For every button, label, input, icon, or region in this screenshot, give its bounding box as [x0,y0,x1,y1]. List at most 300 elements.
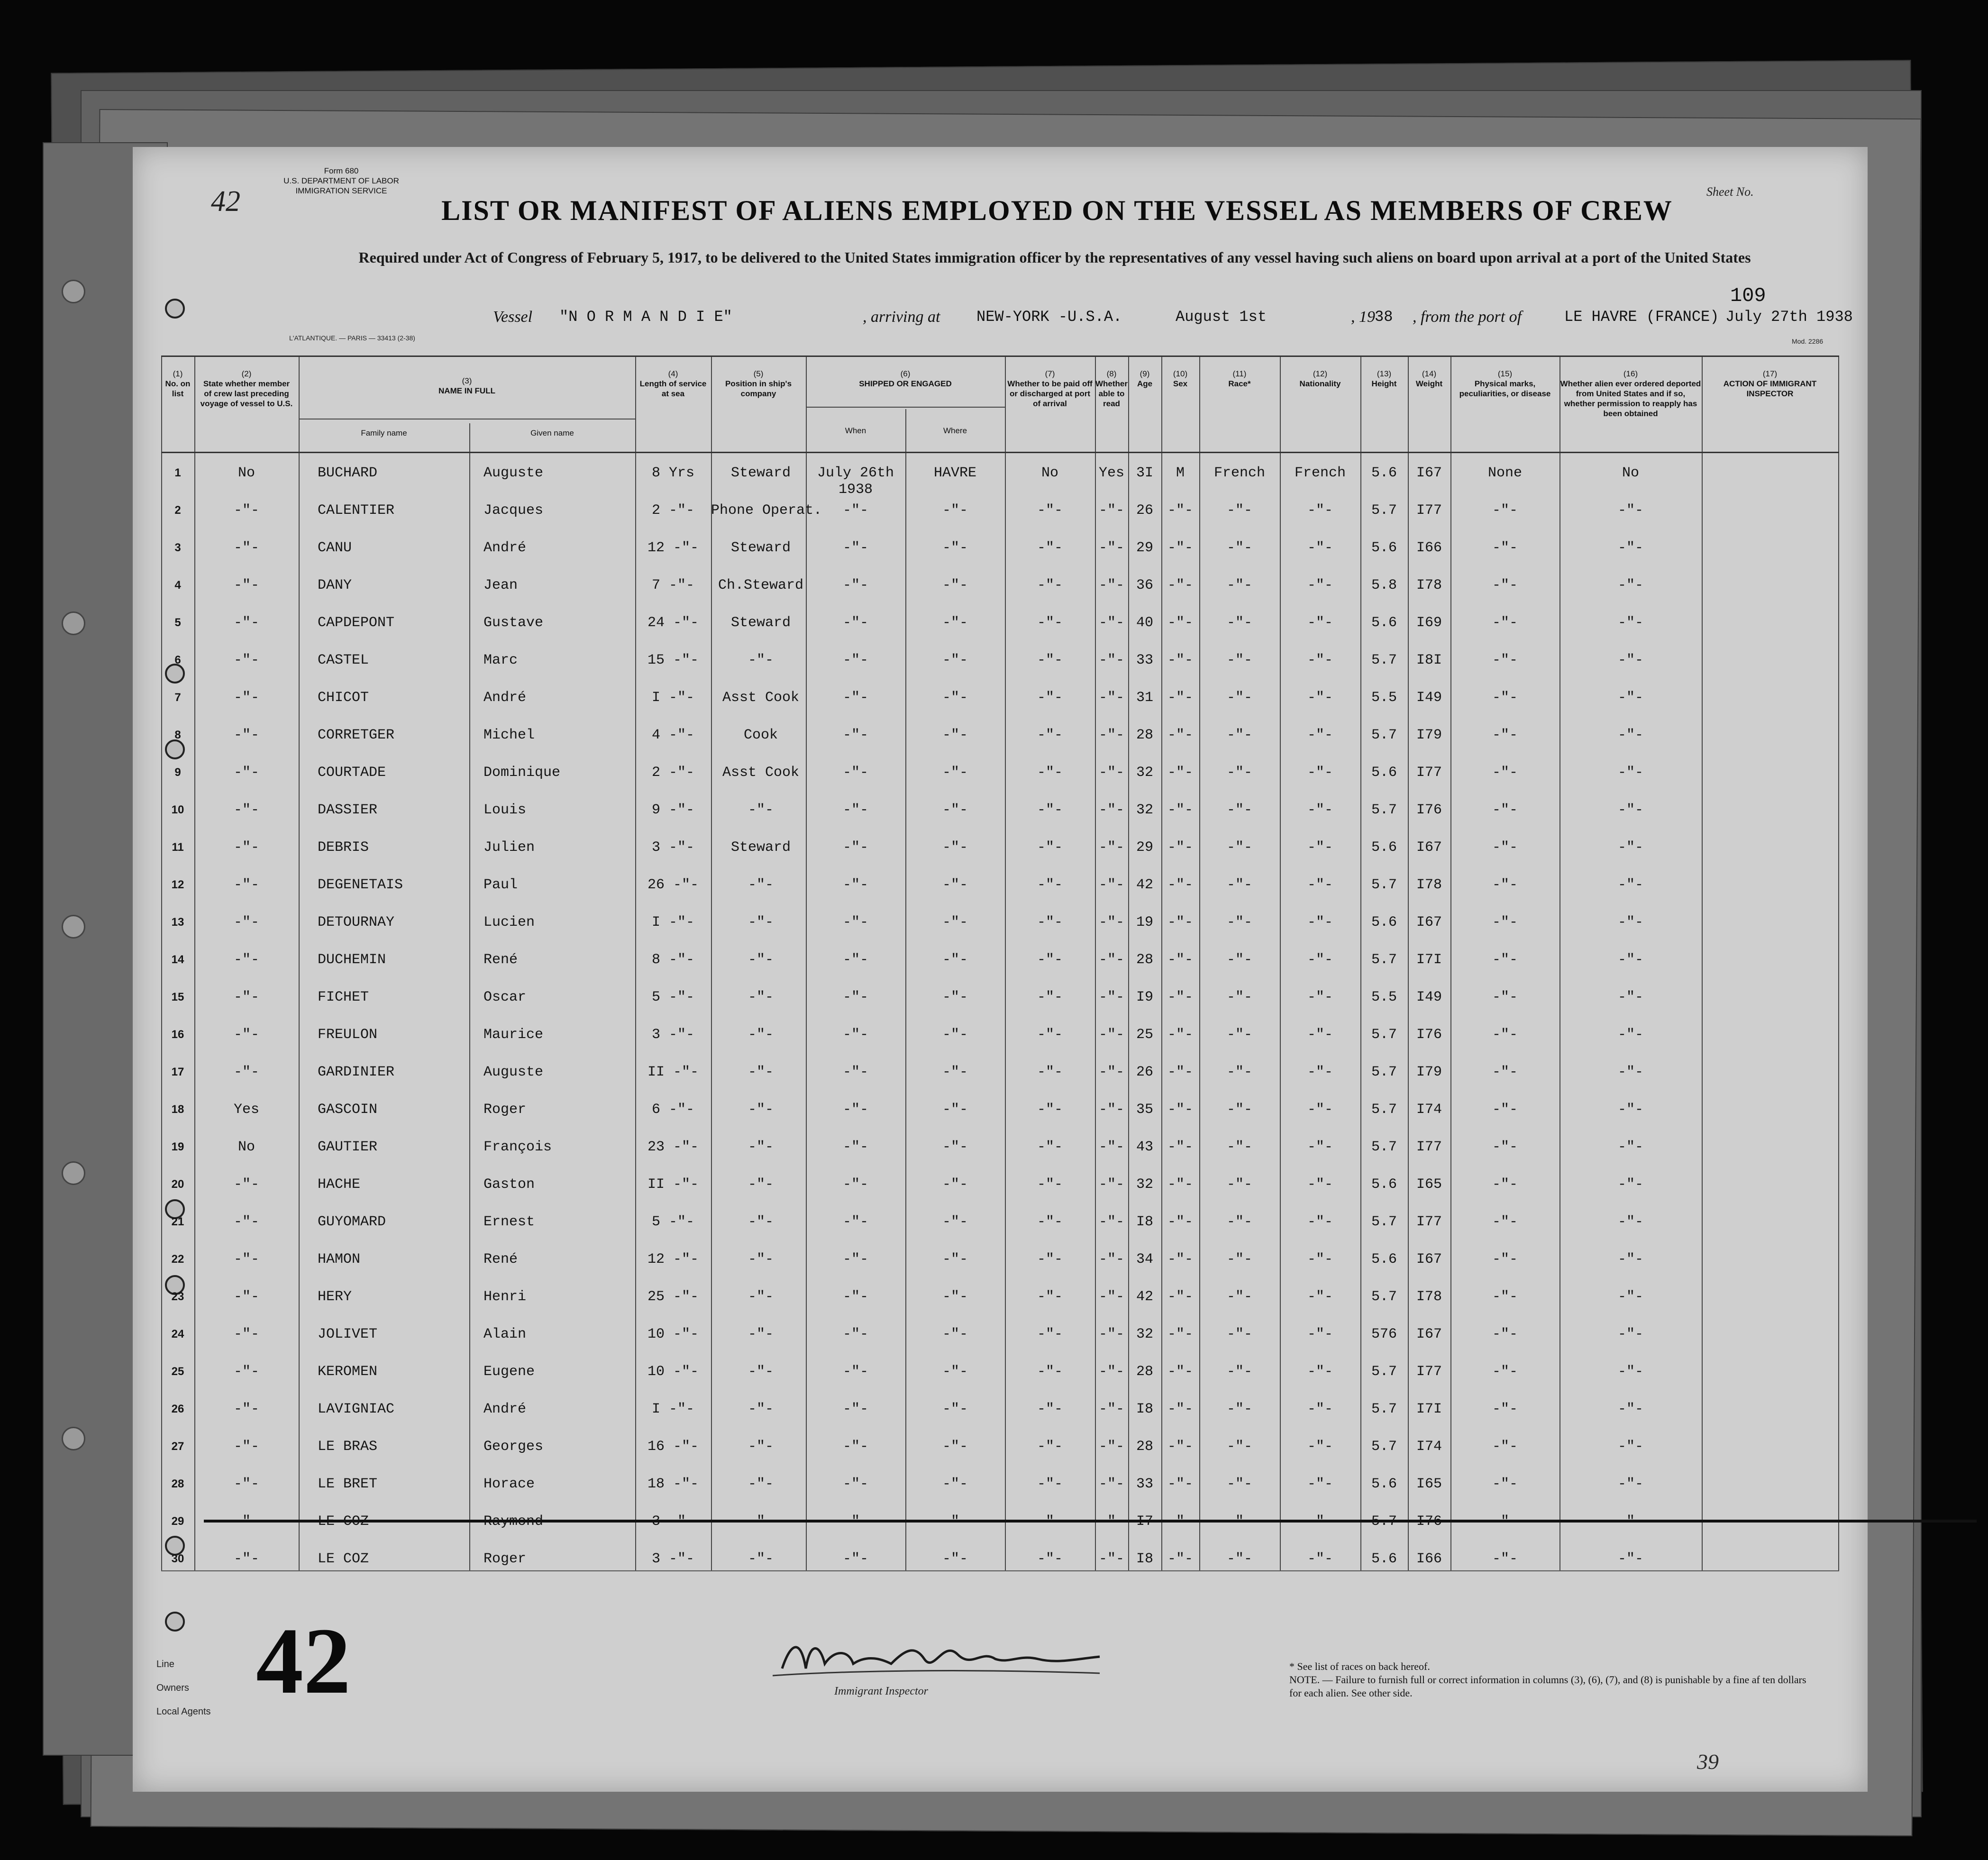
cell-family: DETOURNAY [318,914,395,930]
cell-where: -"- [942,914,968,930]
table-row [161,1175,1839,1212]
header-shipped-or-engaged: (6) SHIPPED OR ENGAGED [859,369,952,388]
cell-service: 3 -"- [651,1027,694,1043]
cell-height: 5.6 [1371,1176,1397,1193]
cell-no: 8 [174,729,181,741]
cell-race: -"- [1226,877,1252,893]
cell-no: 26 [171,1403,184,1415]
cell-paid: -"- [1037,727,1063,743]
cell-weight: I78 [1416,577,1442,593]
cell-where: -"- [942,989,968,1005]
cell-paid: -"- [1037,1139,1063,1155]
table-row [161,1100,1839,1137]
cell-family: CASTEL [318,652,369,668]
cell-height [1360,1512,1408,1549]
cell-read: -"- [1098,952,1124,968]
header-position: (5) Position in ship's company [725,369,792,398]
cell-weight: I79 [1416,727,1442,743]
cell-when: -"- [842,914,868,930]
cell-sex: -"- [1167,1364,1193,1380]
cell-paid: -"- [1037,615,1063,631]
cell-when: -"- [842,1214,868,1230]
cell-nat: -"- [1307,802,1333,818]
cell-prev: -"- [233,1251,259,1267]
cell-race: -"- [1226,1551,1252,1567]
cell-when [806,1512,905,1549]
cell-deported: -"- [1617,1551,1643,1567]
cell-when: -"- [842,727,868,743]
cell-prev: No [237,1139,255,1155]
cell-paid: -"- [1037,1251,1063,1267]
cell-where: -"- [942,952,968,968]
cell-deported: -"- [1617,690,1643,706]
cell-service: 16 -"- [647,1439,699,1455]
cell-given: Lucien [483,914,535,930]
cell-where: -"- [942,839,968,856]
cell-height: 5.5 [1371,989,1397,1005]
cell-position: -"- [748,914,774,930]
cell-family: GAUTIER [318,1139,378,1155]
cell-read: -"- [1098,1364,1124,1380]
cell-position: -"- [748,1102,774,1118]
cell-service: I -"- [651,914,694,930]
cell-nat: -"- [1307,615,1333,631]
cell-weight: I66 [1416,1551,1442,1567]
cell-where [905,1512,1005,1549]
cell-where: -"- [942,1176,968,1193]
cell-marks: -"- [1492,540,1518,556]
cell-service: I -"- [651,1401,694,1417]
cell-marks: -"- [1492,1364,1518,1380]
cell-position: -"- [748,1401,774,1417]
cell-height: 5.7 [1371,1027,1397,1043]
cell-when: -"- [842,839,868,856]
page-number: 109 [1730,284,1766,307]
header-inspector-action: (17) ACTION OF IMMIGRANT INSPECTOR [1723,369,1817,398]
cell-marks: -"- [1492,1439,1518,1455]
owners-label: Owners [156,1683,189,1693]
cell-height: 5.7 [1371,952,1397,968]
cell-nat: -"- [1307,765,1333,781]
cell-family: CALENTIER [318,502,395,519]
cell-when: -"- [842,802,868,818]
cell-paid: -"- [1037,577,1063,593]
cell-deported: -"- [1617,615,1643,631]
cell-marks: -"- [1492,1064,1518,1080]
cell-position: -"- [748,952,774,968]
cell-when: -"- [842,1364,868,1380]
cell-service: II -"- [647,1176,699,1193]
service-name: IMMIGRATION SERVICE [295,186,387,195]
cell-no: 28 [171,1477,184,1490]
cell-family: CHICOT [318,690,369,706]
cell-service: 15 -"- [647,652,699,668]
cell-read: -"- [1098,877,1124,893]
cell-prev: -"- [233,802,259,818]
table-row [161,538,1839,575]
cell-race: -"- [1226,765,1252,781]
cell-marks: -"- [1492,989,1518,1005]
cell-family: LAVIGNIAC [318,1401,395,1417]
cell-position: Asst Cook [722,690,800,706]
cell-paid: -"- [1037,877,1063,893]
cell-nat: -"- [1307,839,1333,856]
cell-deported: -"- [1617,1139,1643,1155]
table-row [161,913,1839,950]
table-row [161,1025,1839,1062]
cell-family: FICHET [318,989,369,1005]
cell-no: 18 [171,1103,184,1116]
cell-no: 17 [171,1066,184,1078]
footnotes [1289,1660,1811,1700]
cell-given: Maurice [483,1027,544,1043]
cell-weight: I8I [1416,652,1442,668]
cell-service: 9 -"- [651,802,694,818]
cell-paid: -"- [1037,1326,1063,1342]
table-row [161,838,1839,875]
cell-weight: I7I [1416,952,1442,968]
cell-age: 35 [1136,1102,1153,1118]
cell-given: Dominique [483,765,561,781]
cell-height: 5.6 [1371,540,1397,556]
cell-service: 8 -"- [651,952,694,968]
arrival-port: NEW-YORK -U.S.A. [976,308,1122,326]
cell-when: -"- [842,877,868,893]
cell-deported: -"- [1617,577,1643,593]
cell-height: 5.6 [1371,839,1397,856]
cell-service: 26 -"- [647,877,699,893]
cell-deported: -"- [1617,914,1643,930]
cell-weight: I77 [1416,502,1442,519]
cell-deported: -"- [1617,802,1643,818]
cell-sex: -"- [1167,1439,1193,1455]
cell-race: -"- [1226,839,1252,856]
cell-where: -"- [942,1064,968,1080]
cell-marks [1450,1512,1559,1549]
cell-sex: -"- [1167,1139,1193,1155]
cell-no: 14 [171,953,184,966]
cell-service: I -"- [651,690,694,706]
cell-position: -"- [748,652,774,668]
cell-where: -"- [942,652,968,668]
departure-port: LE HAVRE (FRANCE) [1564,308,1719,326]
arrival-year: 38 [1375,308,1393,326]
cell-sex: -"- [1167,1401,1193,1417]
cell-age: 28 [1136,1439,1153,1455]
cell-service: 23 -"- [647,1139,699,1155]
cell-nat: -"- [1307,1139,1333,1155]
cell-position: -"- [748,1326,774,1342]
cell-given: André [483,690,527,706]
cell-nat: -"- [1307,1102,1333,1118]
cell-read: -"- [1098,1289,1124,1305]
cell-no: 12 [171,878,184,891]
cell-family: DEBRIS [318,839,369,856]
cell-prev: -"- [233,1289,259,1305]
cell-position: Steward [730,540,791,556]
cell-family: GASCOIN [318,1102,378,1118]
cell-read: -"- [1098,839,1124,856]
header-able-to-read: (8) Whether able to read [1095,369,1128,408]
cell-position: -"- [748,1027,774,1043]
cell-read: -"- [1098,727,1124,743]
cell-race: -"- [1226,652,1252,668]
local-agents-label: Local Agents [156,1706,211,1717]
cell-height: 5.7 [1371,877,1397,893]
cell-when: -"- [842,615,868,631]
cell-given: André [483,1401,527,1417]
cell-where: -"- [942,540,968,556]
cell-when: -"- [842,502,868,519]
cell-service: 10 -"- [647,1364,699,1380]
cell-family: DUCHEMIN [318,952,386,968]
cell-marks: -"- [1492,765,1518,781]
cell-prev: -"- [233,577,259,593]
cell-when: -"- [842,989,868,1005]
cell-no: 29 [171,1515,184,1528]
cell-weight: I65 [1416,1476,1442,1492]
cell-position: -"- [748,989,774,1005]
from-label: , from the port of [1413,308,1522,326]
header-when: When [845,426,866,435]
cell-sex: -"- [1167,727,1193,743]
cell-service: 5 -"- [651,989,694,1005]
cell-age: 43 [1136,1139,1153,1155]
cell-service: 24 -"- [647,615,699,631]
table-row [161,1550,1839,1586]
cell-marks: -"- [1492,1214,1518,1230]
cell-marks: -"- [1492,914,1518,930]
cell-deported: -"- [1617,727,1643,743]
cell-paid: -"- [1037,952,1063,968]
cell-age: 29 [1136,839,1153,856]
cell-paid: -"- [1037,1289,1063,1305]
cell-age: 42 [1136,1289,1153,1305]
cell-height: 5.8 [1371,577,1397,593]
cell-deported: -"- [1617,989,1643,1005]
cell-deported: -"- [1617,1214,1643,1230]
arrival-date: August 1st [1176,308,1267,326]
cell-paid: -"- [1037,502,1063,519]
model-number: Mod. 2286 [1792,337,1824,345]
cell-read: -"- [1098,615,1124,631]
cell-marks: None [1487,465,1522,481]
cell-no: 19 [171,1140,184,1153]
cell-sex: -"- [1167,1214,1193,1230]
cell-marks: -"- [1492,877,1518,893]
cell-nat: -"- [1307,1027,1333,1043]
cell-nat: -"- [1307,1401,1333,1417]
cell-height: 5.6 [1371,465,1397,481]
cell-read: Yes [1098,465,1124,481]
cell-position: -"- [748,1289,774,1305]
cell-when: -"- [842,577,868,593]
races-note: * See list of races on back hereof. [1289,1660,1430,1672]
cell-paid: -"- [1037,540,1063,556]
cell-when: -"- [842,1176,868,1193]
cell-height: 5.7 [1371,727,1397,743]
cell-position: Asst Cook [722,765,800,781]
cell-age: 28 [1136,952,1153,968]
cell-deported: -"- [1617,652,1643,668]
cell-marks: -"- [1492,1551,1518,1567]
cell-prev: Yes [233,1102,259,1118]
cell-prev: -"- [233,652,259,668]
cell-marks: -"- [1492,1476,1518,1492]
table-row [161,875,1839,912]
cell-height: 5.7 [1371,1401,1397,1417]
cell-race: -"- [1226,727,1252,743]
table-row [161,1362,1839,1399]
cell-read: -"- [1098,1139,1124,1155]
cell-paid: -"- [1037,802,1063,818]
cell-when: -"- [842,652,868,668]
cell-sex: -"- [1167,540,1193,556]
cell-no: 7 [174,691,181,704]
cell-given: Georges [483,1439,544,1455]
cell-deported: -"- [1617,765,1643,781]
cell-paid [1005,1512,1095,1549]
cell-weight: I79 [1416,1064,1442,1080]
cell-age: 28 [1136,1364,1153,1380]
cell-deported: -"- [1617,502,1643,519]
cell-age: I8 [1136,1401,1153,1417]
cell-position: Phone Operat. [711,502,822,519]
cell-age: 3I [1136,465,1153,481]
cell-where: -"- [942,1289,968,1305]
cell-paid: -"- [1037,1214,1063,1230]
cell-race: -"- [1226,1064,1252,1080]
cell-where: -"- [942,877,968,893]
cell-given: Louis [483,802,527,818]
cell-race: -"- [1226,1439,1252,1455]
cell-when: -"- [842,1251,868,1267]
cell-where: -"- [942,1214,968,1230]
cell-deported: -"- [1617,1064,1643,1080]
cell-age: 32 [1136,765,1153,781]
cell-given: Marc [483,652,518,668]
cell-age: 32 [1136,1326,1153,1342]
header-no-on-list: (1) No. on list [165,369,191,398]
header-previous-voyage: (2) State whether member of crew last preceding voyage of vessel to U.S. [200,369,293,408]
cell-marks: -"- [1492,1289,1518,1305]
table-row [161,1063,1839,1100]
cell-marks: -"- [1492,502,1518,519]
table-row [161,576,1839,613]
cell-height: 5.7 [1371,1139,1397,1155]
table-row [161,1213,1839,1249]
cell-race: French [1213,465,1266,481]
cell-read: -"- [1098,1439,1124,1455]
header-deported: (16) Whether alien ever ordered deported from United States and if so, whether permission to reapply has been obtained [1560,369,1701,418]
cell-sex: M [1176,465,1185,481]
cell-service: 3 -"- [651,1551,694,1567]
header-height: (13) Height [1371,369,1397,388]
cell-weight: I76 [1416,802,1442,818]
header-where: Where [943,426,967,435]
punch-hole [62,611,85,635]
cell-age: 26 [1136,502,1153,519]
cell-paid: -"- [1037,839,1063,856]
cell-given: François [483,1139,552,1155]
cell-height: 5.7 [1371,502,1397,519]
cell-sex: -"- [1167,765,1193,781]
cell-marks: -"- [1492,1401,1518,1417]
table-row [161,688,1839,725]
cell-prev: -"- [233,1326,259,1342]
cell-given: Gaston [483,1176,535,1193]
cell-no: 13 [171,916,184,929]
cell-read: -"- [1098,652,1124,668]
cell-no: 27 [171,1440,184,1453]
cell-deported: -"- [1617,877,1643,893]
cell-race: -"- [1226,1326,1252,1342]
cell-family: HACHE [318,1176,361,1193]
cell-weight: I66 [1416,540,1442,556]
cell-height: 5.5 [1371,690,1397,706]
arriving-label: , arriving at [863,308,940,326]
cell-given: Auguste [483,465,544,481]
punch-hole [62,1427,85,1450]
cell-family: GARDINIER [318,1064,395,1080]
cell-when: -"- [842,690,868,706]
cell-paid: -"- [1037,1102,1063,1118]
cell-prev: -"- [233,1476,259,1492]
cell-nat: -"- [1307,502,1333,519]
cell-age: 28 [1136,727,1153,743]
strike-through-line [204,1520,1977,1523]
cell-given: Michel [483,727,535,743]
cell-when: -"- [842,765,868,781]
cell-family: LE COZ [318,1551,369,1567]
cell-height: 5.7 [1371,1439,1397,1455]
cell-nat [1280,1512,1360,1549]
cell-family: GUYOMARD [318,1214,386,1230]
cell-when: -"- [842,1439,868,1455]
cell-read: -"- [1098,577,1124,593]
cell-given: Horace [483,1476,535,1492]
cell-deported: No [1622,465,1639,481]
cell-when: -"- [842,952,868,968]
cell-paid: -"- [1037,1027,1063,1043]
vessel-name: "N O R M A N D I E" [559,308,732,326]
table-row [161,1475,1839,1512]
cell-no: 5 [174,616,181,629]
cell-nat: -"- [1307,1551,1333,1567]
cell-nat: -"- [1307,989,1333,1005]
cell-race: -"- [1226,1289,1252,1305]
cell-marks: -"- [1492,802,1518,818]
cell-prev: -"- [233,1027,259,1043]
cell-height: 5.7 [1371,1289,1397,1305]
cell-read: -"- [1098,765,1124,781]
cell-paid: -"- [1037,989,1063,1005]
crew-table [161,356,1839,1571]
cell-when: -"- [842,1326,868,1342]
cell-height: 5.6 [1371,1476,1397,1492]
cell-family: HERY [318,1289,352,1305]
cell-read: -"- [1098,1027,1124,1043]
header-length-of-service: (4) Length of service at sea [639,369,707,398]
cell-prev: -"- [233,1364,259,1380]
cell-paid: -"- [1037,765,1063,781]
cell-where: -"- [942,577,968,593]
header-sex: (10) Sex [1173,369,1188,388]
cell-family: CANU [318,540,352,556]
cell-deported: -"- [1617,540,1643,556]
cell-no: 20 [171,1178,184,1191]
cell-paid: No [1041,465,1058,481]
